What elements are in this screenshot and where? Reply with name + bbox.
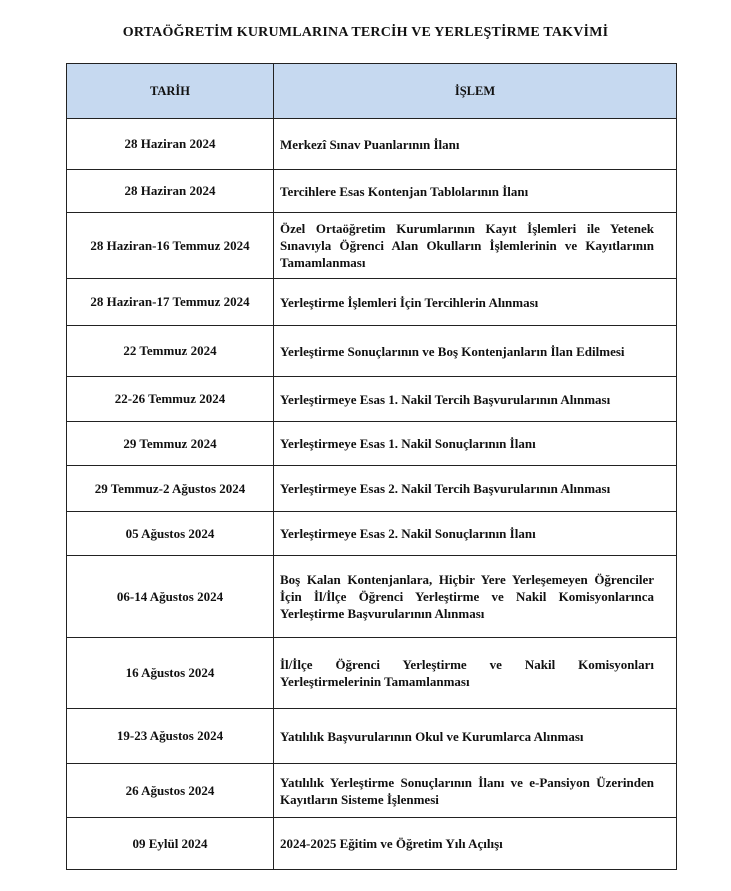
calendar-table: [66, 63, 677, 870]
header-date: TARİH: [67, 64, 274, 119]
row-date: 28 Haziran 2024: [67, 170, 274, 213]
row-action: Tercihlere Esas Kontenjan Tablolarının İlanı: [274, 170, 677, 213]
row-date: 28 Haziran-16 Temmuz 2024: [67, 213, 274, 279]
row-date: 28 Haziran 2024: [67, 119, 274, 170]
row-date: 29 Temmuz 2024: [67, 422, 274, 466]
row-date: 16 Ağustos 2024: [67, 638, 274, 709]
table-row: [67, 213, 677, 279]
table-row: [67, 709, 677, 764]
table-row: [67, 119, 677, 170]
table-row: [67, 764, 677, 818]
table-row: [67, 326, 677, 377]
row-action: Yerleştirme İşlemleri İçin Tercihlerin Alınması: [274, 279, 677, 326]
row-action: İl/İlçe Öğrenci Yerleştirme ve Nakil Komisyonları Yerleştirmelerinin Tamamlanması: [274, 638, 677, 709]
row-action: Merkezî Sınav Puanlarının İlanı: [274, 119, 677, 170]
table-row: [67, 818, 677, 870]
row-action: Yerleştirme Sonuçlarının ve Boş Kontenjanların İlan Edilmesi: [274, 326, 677, 377]
row-action: Yatılılık Başvurularının Okul ve Kurumlarca Alınması: [274, 709, 677, 764]
table-row: [67, 556, 677, 638]
header-action: İŞLEM: [274, 64, 677, 119]
row-date: 22-26 Temmuz 2024: [67, 377, 274, 422]
row-action: 2024-2025 Eğitim ve Öğretim Yılı Açılışı: [274, 818, 677, 870]
row-action: Boş Kalan Kontenjanlara, Hiçbir Yere Yerleşemeyen Öğrenciler İçin İl/İlçe Öğrenci Yerleştirme ve Nakil Komisyonlarınca Yerleştirme Başvurularının Alınması: [274, 556, 677, 638]
row-action: Yerleştirmeye Esas 1. Nakil Tercih Başvurularının Alınması: [274, 377, 677, 422]
table-row: [67, 512, 677, 556]
row-action: Özel Ortaöğretim Kurumlarının Kayıt İşlemleri ile Yetenek Sınavıyla Öğrenci Alan Okulların İşlemlerinin ve Kayıtlarının Tamamlanması: [274, 213, 677, 279]
row-date: 06-14 Ağustos 2024: [67, 556, 274, 638]
row-date: 29 Temmuz-2 Ağustos 2024: [67, 466, 274, 512]
row-action: Yatılılık Yerleştirme Sonuçlarının İlanı ve e-Pansiyon Üzerinden Kayıtların Sisteme İşlenmesi: [274, 764, 677, 818]
table-row: [67, 422, 677, 466]
row-date: 05 Ağustos 2024: [67, 512, 274, 556]
row-action: Yerleştirmeye Esas 2. Nakil Sonuçlarının İlanı: [274, 512, 677, 556]
page-title: ORTAÖĞRETİM KURUMLARINA TERCİH VE YERLEŞTİRME TAKVİMİ: [122, 25, 609, 40]
table-row: [67, 170, 677, 213]
row-action: Yerleştirmeye Esas 1. Nakil Sonuçlarının İlanı: [274, 422, 677, 466]
row-date: 22 Temmuz 2024: [67, 326, 274, 377]
table-header-row: [67, 64, 677, 119]
row-date: 09 Eylül 2024: [67, 818, 274, 870]
row-date: 26 Ağustos 2024: [67, 764, 274, 818]
table-row: [67, 638, 677, 709]
row-action: Yerleştirmeye Esas 2. Nakil Tercih Başvurularının Alınması: [274, 466, 677, 512]
row-date: 28 Haziran-17 Temmuz 2024: [67, 279, 274, 326]
table-row: [67, 279, 677, 326]
row-date: 19-23 Ağustos 2024: [67, 709, 274, 764]
table-row: [67, 466, 677, 512]
table-row: [67, 377, 677, 422]
